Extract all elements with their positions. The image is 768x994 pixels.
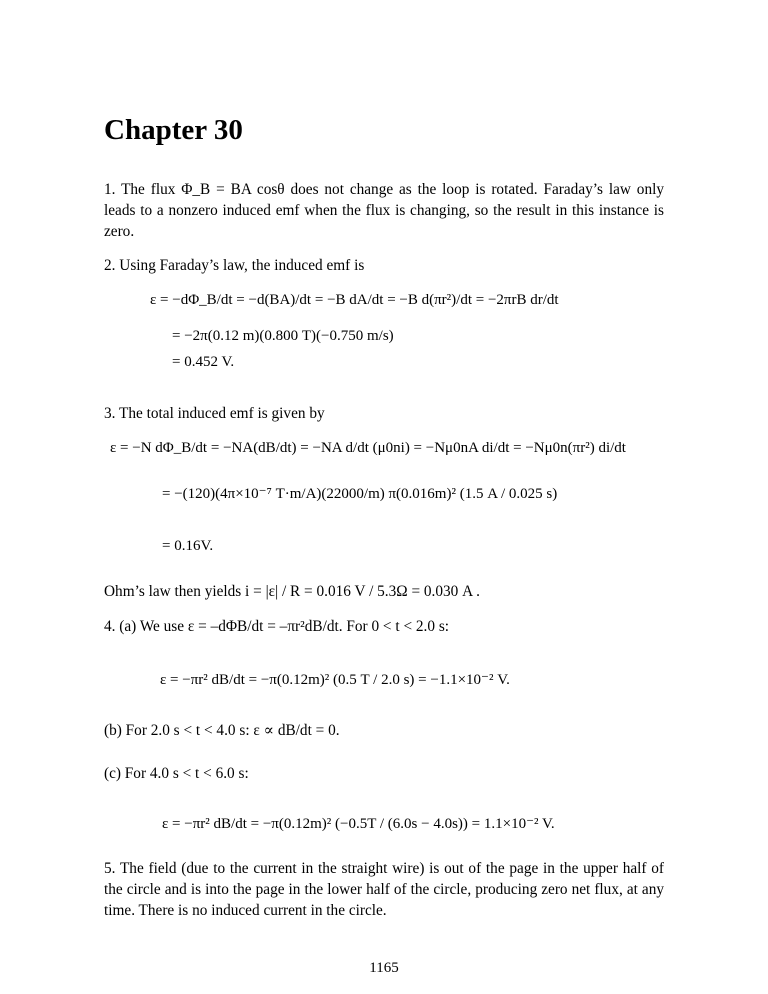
problem-4a-text: 4. (a) We use ε = –dΦB/dt = –πr²dB/dt. For 0 < t < 2.0 s: xyxy=(104,618,450,635)
problem-4c-text: (c) For 4.0 s < t < 6.0 s: xyxy=(104,765,249,782)
equation-2-line-3: = 0.452 V. xyxy=(172,354,235,370)
problem-5-text: 5. The field (due to the current in the straight wire) is out of the page in the upper half of the circle and is into the page in the lower half of the circle, producing zero net flux, at any time. There is no induced current in the circle. xyxy=(104,860,664,919)
equation-2-line-2: = −2π(0.12 m)(0.800 T)(−0.750 m/s) xyxy=(172,328,394,344)
problem-3-ohms-law: Ohm’s law then yields i = |ε| / R = 0.016 V / 5.3Ω = 0.030 A . xyxy=(104,583,480,600)
equation-3 xyxy=(110,440,710,570)
problem-3-intro: 3. The total induced emf is given by xyxy=(104,405,325,422)
equation-3-line-1: ε = −N dΦ_B/dt = −NA(dB/dt) = −NA d/dt (μ0ni) = −Nμ0nA di/dt = −Nμ0n(πr²) di/dt xyxy=(110,440,626,456)
equation-3-line-3: = 0.16V. xyxy=(162,538,214,554)
equation-3-line-2: = −(120)(4π×10⁻⁷ T·m/A)(22000/m) π(0.016m)² (1.5 A / 0.025 s) xyxy=(162,486,558,502)
equation-2-line-1: ε = −dΦ_B/dt = −d(BA)/dt = −B dA/dt = −B d(πr²)/dt = −2πrB dr/dt xyxy=(150,292,559,308)
equation-4a: ε = −πr² dB/dt = −π(0.12m)² (0.5 T / 2.0 s) = −1.1×10⁻² V. xyxy=(160,672,510,688)
problem-2-intro: 2. Using Faraday’s law, the induced emf is xyxy=(104,257,365,274)
page-number: 1165 xyxy=(369,960,399,976)
problem-4b-text: (b) For 2.0 s < t < 4.0 s: ε ∝ dB/dt = 0. xyxy=(104,722,340,739)
equation-2 xyxy=(150,292,710,392)
problem-1-text: 1. The flux Φ_B = BA cosθ does not change as the loop is rotated. Faraday’s law only leads to a nonzero induced emf when the flux is changing, so the result in this instance is zero. xyxy=(104,181,664,240)
chapter-title: Chapter 30 xyxy=(104,114,243,146)
equation-4c: ε = −πr² dB/dt = −π(0.12m)² (−0.5T / (6.0s − 4.0s)) = 1.1×10⁻² V. xyxy=(162,816,555,832)
